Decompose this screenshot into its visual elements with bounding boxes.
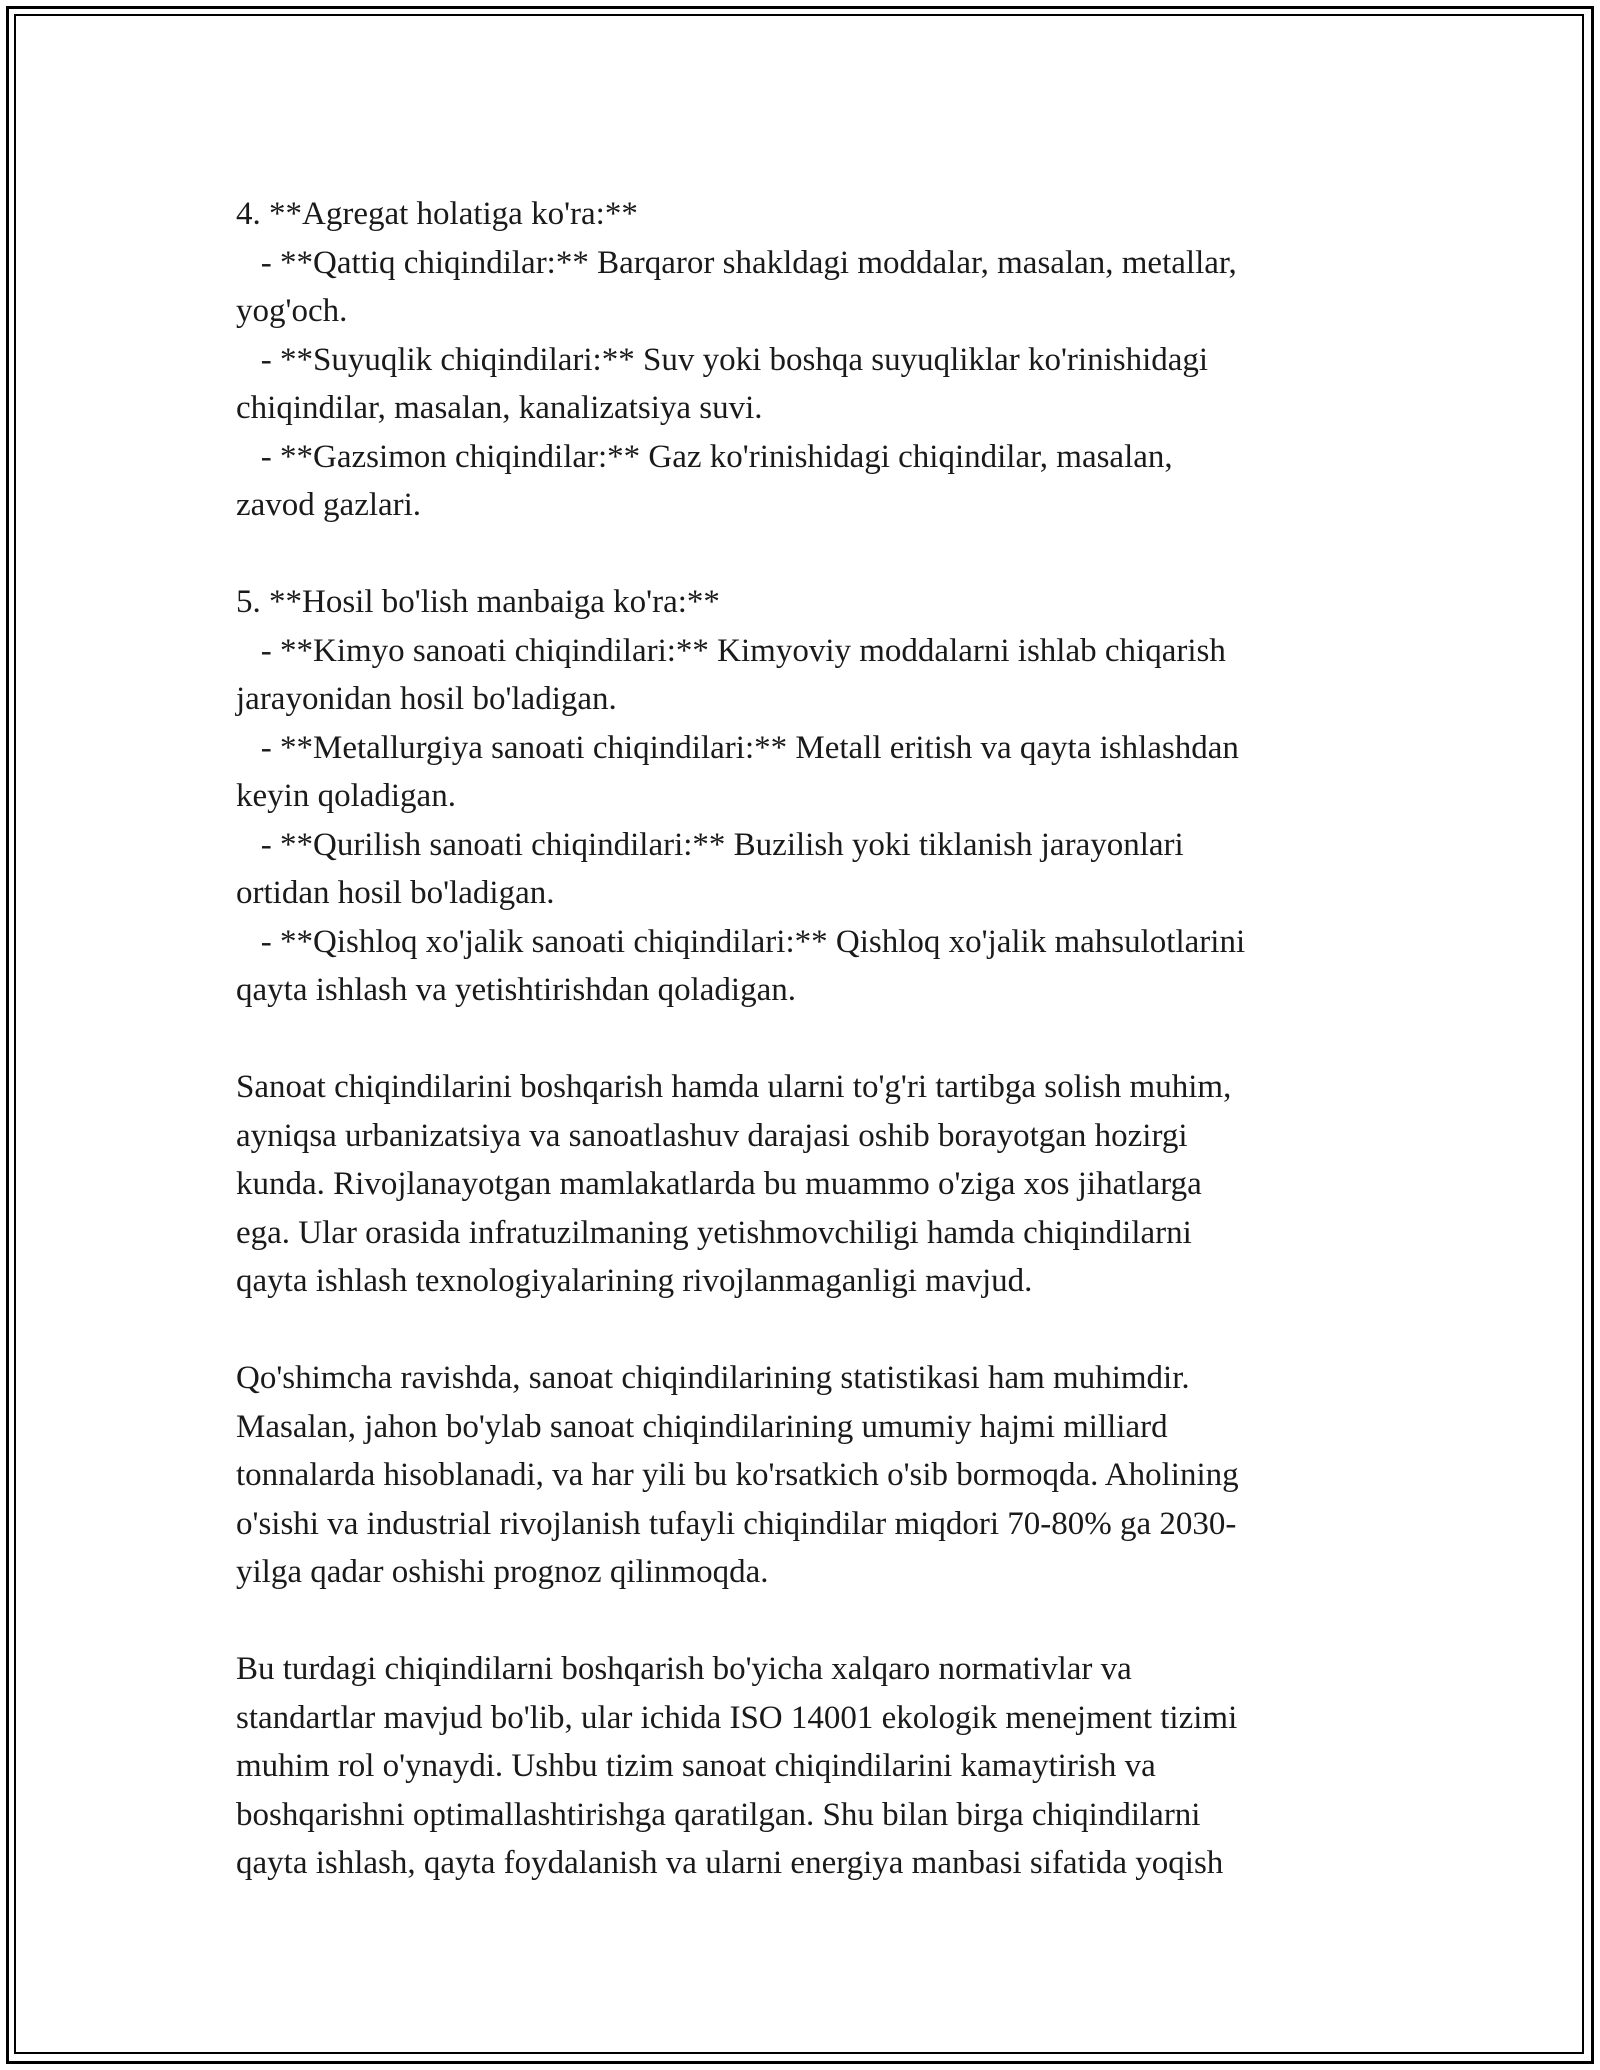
text-line: chiqindilar, masalan, kanalizatsiya suvi. — [236, 390, 763, 426]
text-line: tonnalarda hisoblanadi, va har yili bu ko'rsatkich o'sib bormoqda. Aholining — [236, 1457, 1239, 1493]
text-line: ortidan hosil bo'ladigan. — [236, 875, 555, 911]
text-line: yilga qadar oshishi prognoz qilinmoqda. — [236, 1554, 769, 1590]
text-line: - **Gazsimon chiqindilar:** Gaz ko'rinishidagi chiqindilar, masalan, — [236, 438, 1173, 475]
text-line: - **Qattiq chiqindilar:** Barqaror shakldagi moddalar, masalan, metallar, — [236, 244, 1237, 281]
text-line: zavod gazlari. — [236, 487, 422, 523]
text-line: 4. **Agregat holatiga ko'ra:** — [236, 196, 638, 232]
text-line: qayta ishlash va yetishtirishdan qoladigan. — [236, 972, 796, 1008]
paragraph-gap — [236, 530, 1376, 579]
text-line: kunda. Rivojlanayotgan mamlakatlarda bu muammo o'ziga xos jihatlarga — [236, 1166, 1202, 1202]
text-line: o'sishi va industrial rivojlanish tufayli chiqindilar miqdori 70-80% ga 2030- — [236, 1505, 1237, 1542]
text-line: jarayonidan hosil bo'ladigan. — [236, 681, 617, 717]
text-line: Bu turdagi chiqindilarni boshqarish bo'yicha xalqaro normativlar va — [236, 1651, 1132, 1687]
text-line: ega. Ular orasida infratuzilmaning yetishmovchiligi hamda chiqindilarni — [236, 1214, 1192, 1251]
text-line: keyin qoladigan. — [236, 778, 456, 814]
text-line: - **Qurilish sanoati chiqindilari:** Buzilish yoki tiklanish jarayonlari — [236, 826, 1184, 863]
paragraph-gap — [236, 1306, 1376, 1355]
text-line: Masalan, jahon bo'ylab sanoat chiqindilarining umumiy hajmi milliard — [236, 1408, 1168, 1445]
text-line: qayta ishlash, qayta foydalanish va ularni energiya manbasi sifatida yoqish — [236, 1845, 1224, 1881]
text-line: muhim rol o'ynaydi. Ushbu tizim sanoat chiqindilarini kamaytirish va — [236, 1748, 1156, 1784]
text-line: - **Qishloq xo'jalik sanoati chiqindilari:** Qishloq xo'jalik mahsulotlarini — [236, 923, 1246, 960]
paragraph-gap — [236, 1015, 1376, 1064]
document-body — [236, 190, 1376, 1888]
text-line: standartlar mavjud bo'lib, ular ichida ISO 14001 ekologik menejment tizimi — [236, 1699, 1238, 1736]
text-line: Sanoat chiqindilarini boshqarish hamda ularni to'g'ri tartibga solish muhim, — [236, 1069, 1232, 1105]
text-line: qayta ishlash texnologiyalarining rivojlanmaganligi mavjud. — [236, 1263, 1033, 1299]
paragraph-gap — [236, 1597, 1376, 1646]
text-line: - **Suyuqlik chiqindilari:** Suv yoki boshqa suyuqliklar ko'rinishidagi — [236, 341, 1209, 378]
text-line: ayniqsa urbanizatsiya va sanoatlashuv darajasi oshib borayotgan hozirgi — [236, 1117, 1188, 1154]
text-line: 5. **Hosil bo'lish manbaiga ko'ra:** — [236, 584, 720, 620]
text-line: - **Kimyo sanoati chiqindilari:** Kimyoviy moddalarni ishlab chiqarish — [236, 632, 1226, 669]
text-line: yog'och. — [236, 293, 348, 329]
text-line: - **Metallurgiya sanoati chiqindilari:** Metall eritish va qayta ishlashdan — [236, 729, 1239, 766]
text-line: boshqarishni optimallashtirishga qaratilgan. Shu bilan birga chiqindilarni — [236, 1796, 1201, 1833]
text-line: Qo'shimcha ravishda, sanoat chiqindilarining statistikasi ham muhimdir. — [236, 1360, 1190, 1396]
